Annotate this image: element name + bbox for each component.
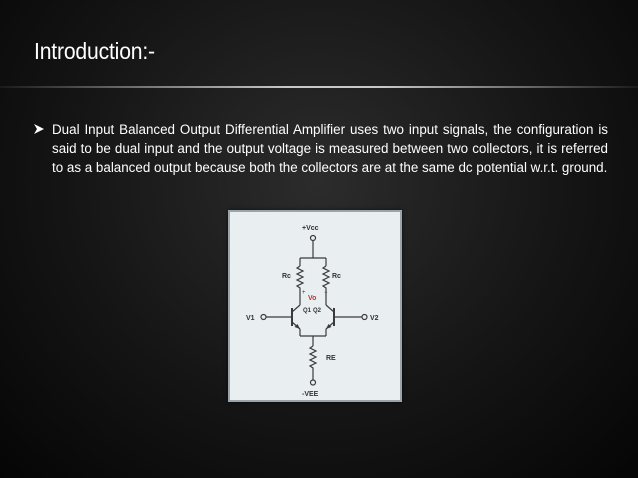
q1-label: Q1 bbox=[303, 308, 312, 314]
title-divider bbox=[0, 86, 638, 88]
v1-label: V1 bbox=[246, 315, 255, 322]
circuit-reflection bbox=[228, 404, 402, 478]
bullet-item bbox=[34, 120, 608, 177]
vee-label: -VEE bbox=[302, 391, 319, 398]
re-label: RE bbox=[326, 355, 336, 362]
svg-text:−: − bbox=[324, 290, 328, 296]
bullet-text: Dual Input Balanced Output Differential Amplifier uses two input signals, the configuration is said to be dual input and the output voltage is measured between two collectors, it is referred to as a balanced output because both the collectors are at the same dc potential w.r.t. ground. bbox=[52, 122, 608, 175]
rc-right-label: Rc bbox=[332, 273, 341, 280]
resistor-re bbox=[310, 346, 316, 380]
slide-title: Introduction:- bbox=[34, 38, 155, 64]
circuit-diagram bbox=[228, 210, 402, 402]
rc-left-label: Rc bbox=[282, 273, 291, 280]
v2-label: V2 bbox=[370, 315, 379, 322]
svg-text:+: + bbox=[302, 290, 306, 296]
vcc-label: +Vcc bbox=[302, 225, 319, 232]
q2-label: Q2 bbox=[313, 308, 322, 314]
arrowhead-bullet-icon bbox=[34, 124, 44, 134]
vo-label: Vo bbox=[308, 295, 317, 302]
